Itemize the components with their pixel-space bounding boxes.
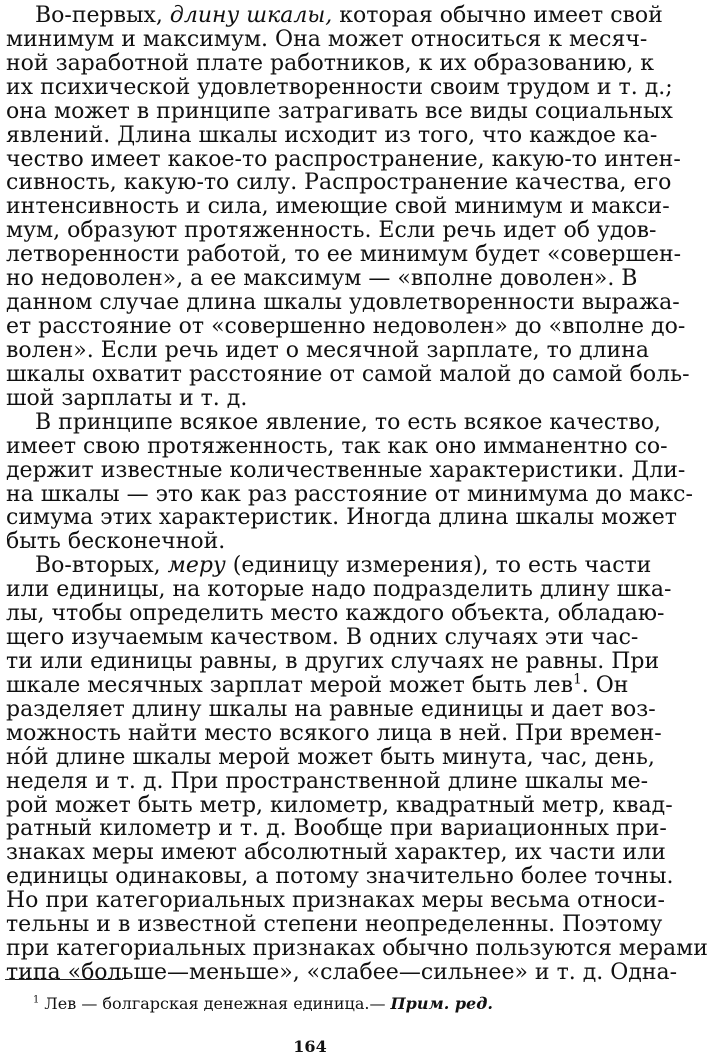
italic-term: длину шкалы, [169,3,333,28]
text-line: мум, образуют протяженность. Если речь идет об удов- [6,218,657,243]
text-line: Во-первых, длину шкалы, которая обычно имеет свой [35,3,663,28]
text-line: тельны и в известной степени неопределенны. Поэтому [6,912,663,937]
text-line: но недоволен», а ее максимум — «вполне доволен». В [6,266,638,291]
page-number: 164 [293,1037,327,1056]
text-line: единицы одинаковы, а потому значительно более точны. [6,864,674,889]
text-line: можность найти место всякого лица в ней. При времен- [6,721,662,746]
text-line: их психической удовлетворенности своим трудом и т. д.; [6,75,673,100]
text-line: знаках меры имеют абсолютный характер, их части или [6,840,666,865]
text-line: шкалы охватит расстояние от самой малой до самой боль- [6,362,690,387]
text-line: летворенности работой, то ее минимум будет «совершен- [6,242,682,267]
editor-note: Прим. ред. [390,994,493,1013]
text-line: типа «больше—меньше», «слабее—сильнее» и т. д. Одна- [6,960,678,985]
text-line: минимум и максимум. Она может относиться к месяч- [6,27,648,52]
text-line: шой зарплаты и т. д. [6,386,248,411]
text-line: Но при категориальных признаках меры весьма относи- [6,888,665,913]
text-line: разделяет длину шкалы на равные единицы и дает воз- [6,697,656,722]
text-line: ти или единицы равны, в других случаях не равны. При [6,649,660,674]
text-line: рой может быть метр, километр, квадратный метр, квад- [6,793,673,818]
italic-term: меру [167,553,226,578]
text-line: она может в принципе затрагивать все виды социальных [6,99,673,124]
text-line: ратный километр и т. д. Вообще при вариационных при- [6,816,667,841]
footnote-number: 1 [33,994,40,1006]
footnote: $^1$ Лев — болгарская денежная единица.— Прим. ред. [33,994,493,1013]
text-line: на шкалы — это как раз расстояние от минимума до макс- [6,482,693,507]
text-line: интенсивность и сила, имеющие свой минимум и макси- [6,194,670,219]
text-line: сивность, какую-то силу. Распространение качества, его [6,170,672,195]
text-line: Во-вторых, меру (единицу измерения), то есть части [35,553,652,578]
text-line: явлений. Длина шкалы исходит из того, что каждое ка- [6,123,658,148]
text-line: держит известные количественные характеристики. Дли- [6,458,686,483]
text-line: волен». Если речь идет о месячной зарплате, то длина [6,338,649,363]
text-line: щего изучаемым качеством. В одних случаях эти час- [6,625,639,650]
text-line: лы, чтобы определить место каждого объекта, обладаю- [6,601,665,626]
text-line: ет расстояние от «совершенно недоволен» до «вполне до- [6,314,686,339]
text-line: шкале месячных зарплат мерой может быть лев$^1$. Он [6,671,629,698]
text-line: или единицы, на которые надо подразделить длину шка- [6,577,672,602]
footnote-divider [5,979,123,980]
text-line: имеет свою протяженность, так как оно имманентно со- [6,434,668,459]
text-line: чество имеет какое-то распространение, какую-то интен- [6,147,681,172]
text-line: В принципе всякое явление, то есть всякое качество, [35,410,661,435]
text-line: нóй длине шкалы мерой может быть минута, час, день, [6,745,655,770]
text-line: данном случае длина шкалы удовлетворенности выража- [6,290,680,315]
text-line: неделя и т. д. При пространственной длине шкалы ме- [6,769,649,794]
text-line: ной заработной плате работников, к их образованию, к [6,51,655,76]
text-line: симума этих характеристик. Иногда длина шкалы может [6,505,677,530]
text-line: быть бесконечной. [6,529,226,554]
text-line: при категориальных признаках обычно пользуются мерами [6,936,708,961]
footnote-marker: 1 [573,671,582,688]
